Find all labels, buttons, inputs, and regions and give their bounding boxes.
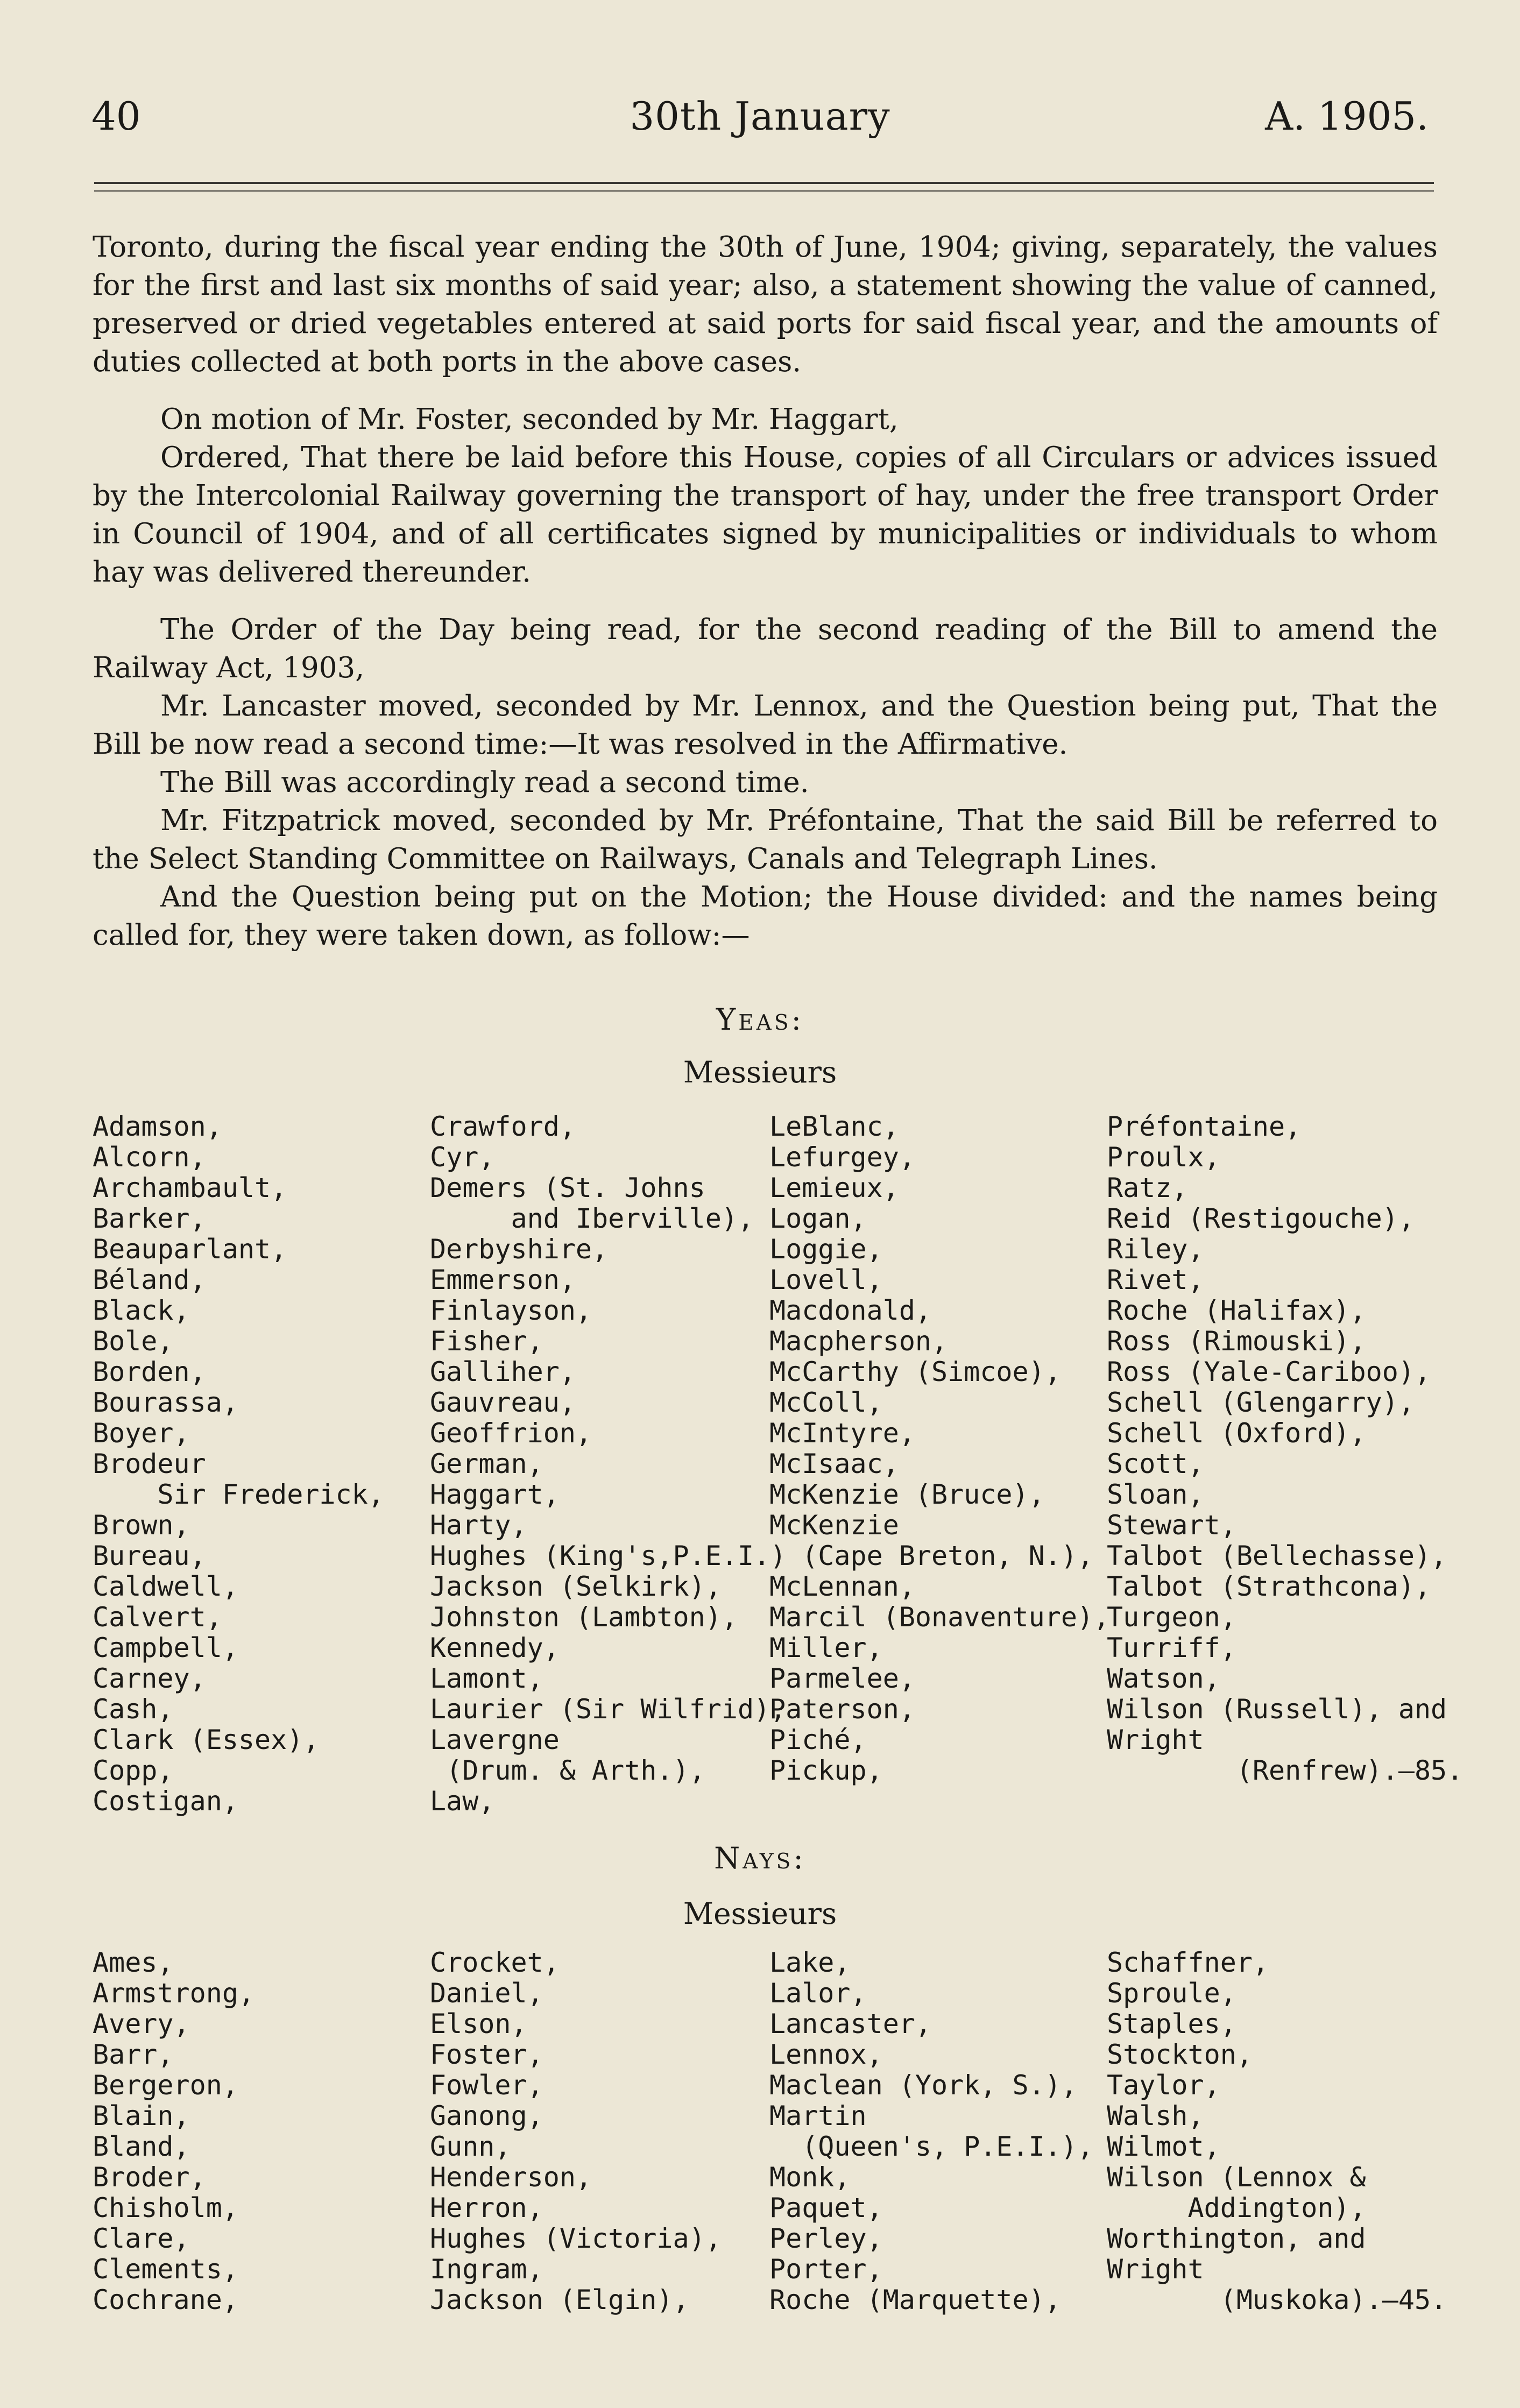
member-name: Parmelee, bbox=[769, 1663, 915, 1694]
member-name: Ganong, bbox=[430, 2100, 543, 2131]
member-name: Brown, bbox=[93, 1510, 190, 1541]
member-name: McIntyre, bbox=[769, 1418, 915, 1449]
member-name: Costigan, bbox=[93, 1786, 238, 1817]
name-column bbox=[430, 1111, 786, 1817]
body-text bbox=[93, 228, 1438, 954]
member-name: Laurier (Sir Wilfrid), bbox=[430, 1694, 787, 1725]
member-name: Schell (Glengarry), bbox=[1107, 1387, 1415, 1418]
member-name: Cash, bbox=[93, 1694, 174, 1725]
member-name: Marcil (Bonaventure), bbox=[769, 1602, 1110, 1633]
header-year: A. 1905. bbox=[1265, 94, 1429, 139]
member-name: Lalor, bbox=[769, 1978, 867, 2009]
member-name: Béland, bbox=[93, 1264, 206, 1295]
member-name: Law, bbox=[430, 1786, 495, 1817]
member-name: Daniel, bbox=[430, 1978, 543, 2009]
paragraph: The Bill was accordingly read a second time. bbox=[160, 766, 809, 799]
member-name: Roche (Marquette), bbox=[769, 2284, 1061, 2315]
member-name: Boyer, bbox=[93, 1418, 190, 1449]
member-name: Perley, bbox=[769, 2223, 883, 2254]
paragraph: And the Question being put on the Motion; the House divided: and the names being called for, they were taken down, as follow:— bbox=[93, 881, 1438, 952]
member-name: Caldwell, bbox=[93, 1571, 238, 1602]
paragraph: Ordered, That there be laid before this House, copies of all Circulars or advices issued by the Intercolonial Railway governing the transport of hay, under the free transport Order in Council of 1904, and of all certificates signed by municipalities or individuals to whom hay was delivered thereunder. bbox=[93, 441, 1438, 589]
member-name: McCarthy (Simcoe), bbox=[769, 1356, 1061, 1387]
member-name: German, bbox=[430, 1448, 543, 1479]
member-name: Rivet, bbox=[1107, 1264, 1204, 1295]
member-name: Johnston (Lambton), bbox=[430, 1602, 738, 1633]
member-name: Lemieux, bbox=[769, 1172, 899, 1203]
member-name: Lefurgey, bbox=[769, 1142, 915, 1173]
member-name: Wilson (Russell), and bbox=[1107, 1694, 1447, 1725]
member-name: Sloan, bbox=[1107, 1479, 1204, 1510]
member-name: Ratz, bbox=[1107, 1172, 1188, 1203]
member-name: Wilson (Lennox & bbox=[1107, 2162, 1366, 2193]
member-name: Lovell, bbox=[769, 1264, 883, 1295]
member-name: Talbot (Strathcona), bbox=[1107, 1571, 1431, 1602]
name-column bbox=[1107, 1111, 1463, 1786]
member-name: Roche (Halifax), bbox=[1107, 1295, 1366, 1326]
member-name: Macdonald, bbox=[769, 1295, 932, 1326]
member-name: Foster, bbox=[430, 2039, 543, 2070]
member-name: Logan, bbox=[769, 1203, 867, 1234]
member-name: and Iberville), bbox=[430, 1203, 754, 1234]
member-name: Carney, bbox=[93, 1663, 206, 1694]
member-name: Adamson, bbox=[93, 1111, 222, 1142]
member-name: Proulx, bbox=[1107, 1142, 1220, 1173]
member-name: Porter, bbox=[769, 2254, 883, 2285]
member-name: (Muskoka).—45. bbox=[1107, 2284, 1447, 2315]
member-name: Reid (Restigouche), bbox=[1107, 1203, 1415, 1234]
member-name: Calvert, bbox=[93, 1602, 222, 1633]
member-name: Wright bbox=[1107, 2254, 1204, 2285]
name-column bbox=[430, 1947, 722, 2315]
member-name: Barr, bbox=[93, 2039, 174, 2070]
member-name: Hughes (King's,P.E.I.) bbox=[430, 1540, 787, 1571]
member-name: (Cape Breton, N.), bbox=[769, 1540, 1094, 1571]
page-number: 40 bbox=[91, 94, 141, 139]
member-name: Lamont, bbox=[430, 1663, 543, 1694]
member-name: Broder, bbox=[93, 2162, 206, 2193]
member-name: Henderson, bbox=[430, 2162, 592, 2193]
member-name: Schell (Oxford), bbox=[1107, 1418, 1366, 1449]
member-name: Fowler, bbox=[430, 2070, 543, 2101]
member-name: Lake, bbox=[769, 1947, 851, 1978]
header-rule-thin bbox=[94, 190, 1434, 192]
member-name: LeBlanc, bbox=[769, 1111, 899, 1142]
member-name: Bergeron, bbox=[93, 2070, 238, 2101]
member-name: Derbyshire, bbox=[430, 1234, 609, 1265]
name-column bbox=[1107, 1947, 1447, 2315]
yeas-subheading: Messieurs bbox=[683, 1055, 837, 1089]
member-name: Haggart, bbox=[430, 1479, 560, 1510]
member-name: Schaffner, bbox=[1107, 1947, 1269, 1978]
paragraph: Mr. Lancaster moved, seconded by Mr. Lennox, and the Question being put, That the Bill be now read a second time:—It was resolved in the Affirmative. bbox=[93, 690, 1438, 761]
member-name: Jackson (Elgin), bbox=[430, 2284, 689, 2315]
member-name: Bureau, bbox=[93, 1540, 206, 1571]
member-name: McKenzie (Bruce), bbox=[769, 1479, 1045, 1510]
member-name: Beauparlant, bbox=[93, 1234, 287, 1265]
member-name: (Renfrew).—85. bbox=[1107, 1755, 1464, 1786]
member-name: Riley, bbox=[1107, 1234, 1204, 1265]
member-name: McLennan, bbox=[769, 1571, 915, 1602]
name-column bbox=[769, 1947, 1093, 2315]
paragraph: Mr. Fitzpatrick moved, seconded by Mr. Préfontaine, That the said Bill be referred to the Select Standing Committee on Railways, Canals and Telegraph Lines. bbox=[93, 804, 1438, 875]
member-name: Elson, bbox=[430, 2008, 527, 2039]
member-name: Black, bbox=[93, 1295, 190, 1326]
member-name: McColl, bbox=[769, 1387, 883, 1418]
member-name: Cyr, bbox=[430, 1142, 495, 1173]
member-name: Galliher, bbox=[430, 1356, 576, 1387]
nays-subheading: Messieurs bbox=[683, 1896, 837, 1931]
member-name: Maclean (York, S.), bbox=[769, 2070, 1077, 2101]
nays-heading: Nays: bbox=[714, 1841, 806, 1875]
member-name: Avery, bbox=[93, 2008, 190, 2039]
member-name: Turriff, bbox=[1107, 1632, 1236, 1663]
paragraph: On motion of Mr. Foster, seconded by Mr. Haggart, bbox=[160, 403, 899, 436]
member-name: (Queen's, P.E.I.), bbox=[769, 2131, 1094, 2162]
member-name: Staples, bbox=[1107, 2008, 1236, 2039]
member-name: Finlayson, bbox=[430, 1295, 592, 1326]
member-name: Copp, bbox=[93, 1755, 174, 1786]
member-name: Stockton, bbox=[1107, 2039, 1253, 2070]
member-name: (Drum. & Arth.), bbox=[430, 1755, 705, 1786]
member-name: Brodeur bbox=[93, 1448, 206, 1479]
member-name: Clare, bbox=[93, 2223, 190, 2254]
member-name: Préfontaine, bbox=[1107, 1111, 1302, 1142]
member-name: Clements, bbox=[93, 2254, 238, 2285]
member-name: Sproule, bbox=[1107, 1978, 1236, 2009]
member-name: Geoffrion, bbox=[430, 1418, 592, 1449]
member-name: Monk, bbox=[769, 2162, 851, 2193]
member-name: Gunn, bbox=[430, 2131, 511, 2162]
member-name: Sir Frederick, bbox=[93, 1479, 384, 1510]
member-name: Paquet, bbox=[769, 2192, 883, 2223]
member-name: Macpherson, bbox=[769, 1326, 948, 1357]
name-column bbox=[93, 1947, 254, 2315]
member-name: Campbell, bbox=[93, 1632, 238, 1663]
yeas-heading: Yeas: bbox=[716, 1002, 804, 1037]
member-name: McIsaac, bbox=[769, 1448, 899, 1479]
member-name: Blain, bbox=[93, 2100, 190, 2131]
member-name: Piché, bbox=[769, 1724, 867, 1755]
member-name: Pickup, bbox=[769, 1755, 883, 1786]
member-name: Jackson (Selkirk), bbox=[430, 1571, 722, 1602]
member-name: Ross (Rimouski), bbox=[1107, 1326, 1366, 1357]
name-column bbox=[93, 1111, 384, 1817]
member-name: Bole, bbox=[93, 1326, 174, 1357]
member-name: Talbot (Bellechasse), bbox=[1107, 1540, 1447, 1571]
member-name: Ingram, bbox=[430, 2254, 543, 2285]
member-name: Paterson, bbox=[769, 1694, 915, 1725]
member-name: McKenzie bbox=[769, 1510, 899, 1541]
member-name: Bourassa, bbox=[93, 1387, 238, 1418]
member-name: Worthington, and bbox=[1107, 2223, 1366, 2254]
member-name: Demers (St. Johns bbox=[430, 1172, 705, 1203]
member-name: Martin bbox=[769, 2100, 867, 2131]
member-name: Lennox, bbox=[769, 2039, 883, 2070]
member-name: Crawford, bbox=[430, 1111, 576, 1142]
member-name: Lavergne bbox=[430, 1724, 560, 1755]
member-name: Addington), bbox=[1107, 2192, 1366, 2223]
member-name: Stewart, bbox=[1107, 1510, 1236, 1541]
member-name: Chisholm, bbox=[93, 2192, 238, 2223]
member-name: Miller, bbox=[769, 1632, 883, 1663]
name-column bbox=[769, 1111, 1109, 1786]
member-name: Taylor, bbox=[1107, 2070, 1220, 2101]
member-name: Kennedy, bbox=[430, 1632, 560, 1663]
member-name: Emmerson, bbox=[430, 1264, 576, 1295]
member-name: Crocket, bbox=[430, 1947, 560, 1978]
member-name: Bland, bbox=[93, 2131, 190, 2162]
member-name: Wilmot, bbox=[1107, 2131, 1220, 2162]
header-date: 30th January bbox=[630, 94, 890, 139]
member-name: Clark (Essex), bbox=[93, 1724, 320, 1755]
member-name: Scott, bbox=[1107, 1448, 1204, 1479]
member-name: Barker, bbox=[93, 1203, 206, 1234]
member-name: Hughes (Victoria), bbox=[430, 2223, 722, 2254]
member-name: Ames, bbox=[93, 1947, 174, 1978]
member-name: Turgeon, bbox=[1107, 1602, 1236, 1633]
member-name: Armstrong, bbox=[93, 1978, 255, 2009]
member-name: Borden, bbox=[93, 1356, 206, 1387]
member-name: Ross (Yale-Cariboo), bbox=[1107, 1356, 1431, 1387]
member-name: Fisher, bbox=[430, 1326, 543, 1357]
member-name: Wright bbox=[1107, 1724, 1204, 1755]
header-rule-thick bbox=[94, 182, 1434, 184]
page-header bbox=[91, 94, 1429, 151]
member-name: Herron, bbox=[430, 2192, 543, 2223]
member-name: Lancaster, bbox=[769, 2008, 932, 2039]
member-name: Cochrane, bbox=[93, 2284, 238, 2315]
member-name: Alcorn, bbox=[93, 1142, 206, 1173]
member-name: Harty, bbox=[430, 1510, 527, 1541]
member-name: Archambault, bbox=[93, 1172, 287, 1203]
member-name: Gauvreau, bbox=[430, 1387, 576, 1418]
member-name: Watson, bbox=[1107, 1663, 1220, 1694]
member-name: Loggie, bbox=[769, 1234, 883, 1265]
paragraph: Toronto, during the fiscal year ending the 30th of June, 1904; giving, separately, the values for the first and last six months of said year; also, a statement showing the value of canned, preserved or dried vegetables entered at said ports for said fiscal year, and the amounts of duties collected at both ports in the above cases. bbox=[93, 231, 1438, 378]
member-name: Walsh, bbox=[1107, 2100, 1204, 2131]
paragraph: The Order of the Day being read, for the second reading of the Bill to amend the Railway Act, 1903, bbox=[93, 613, 1438, 684]
